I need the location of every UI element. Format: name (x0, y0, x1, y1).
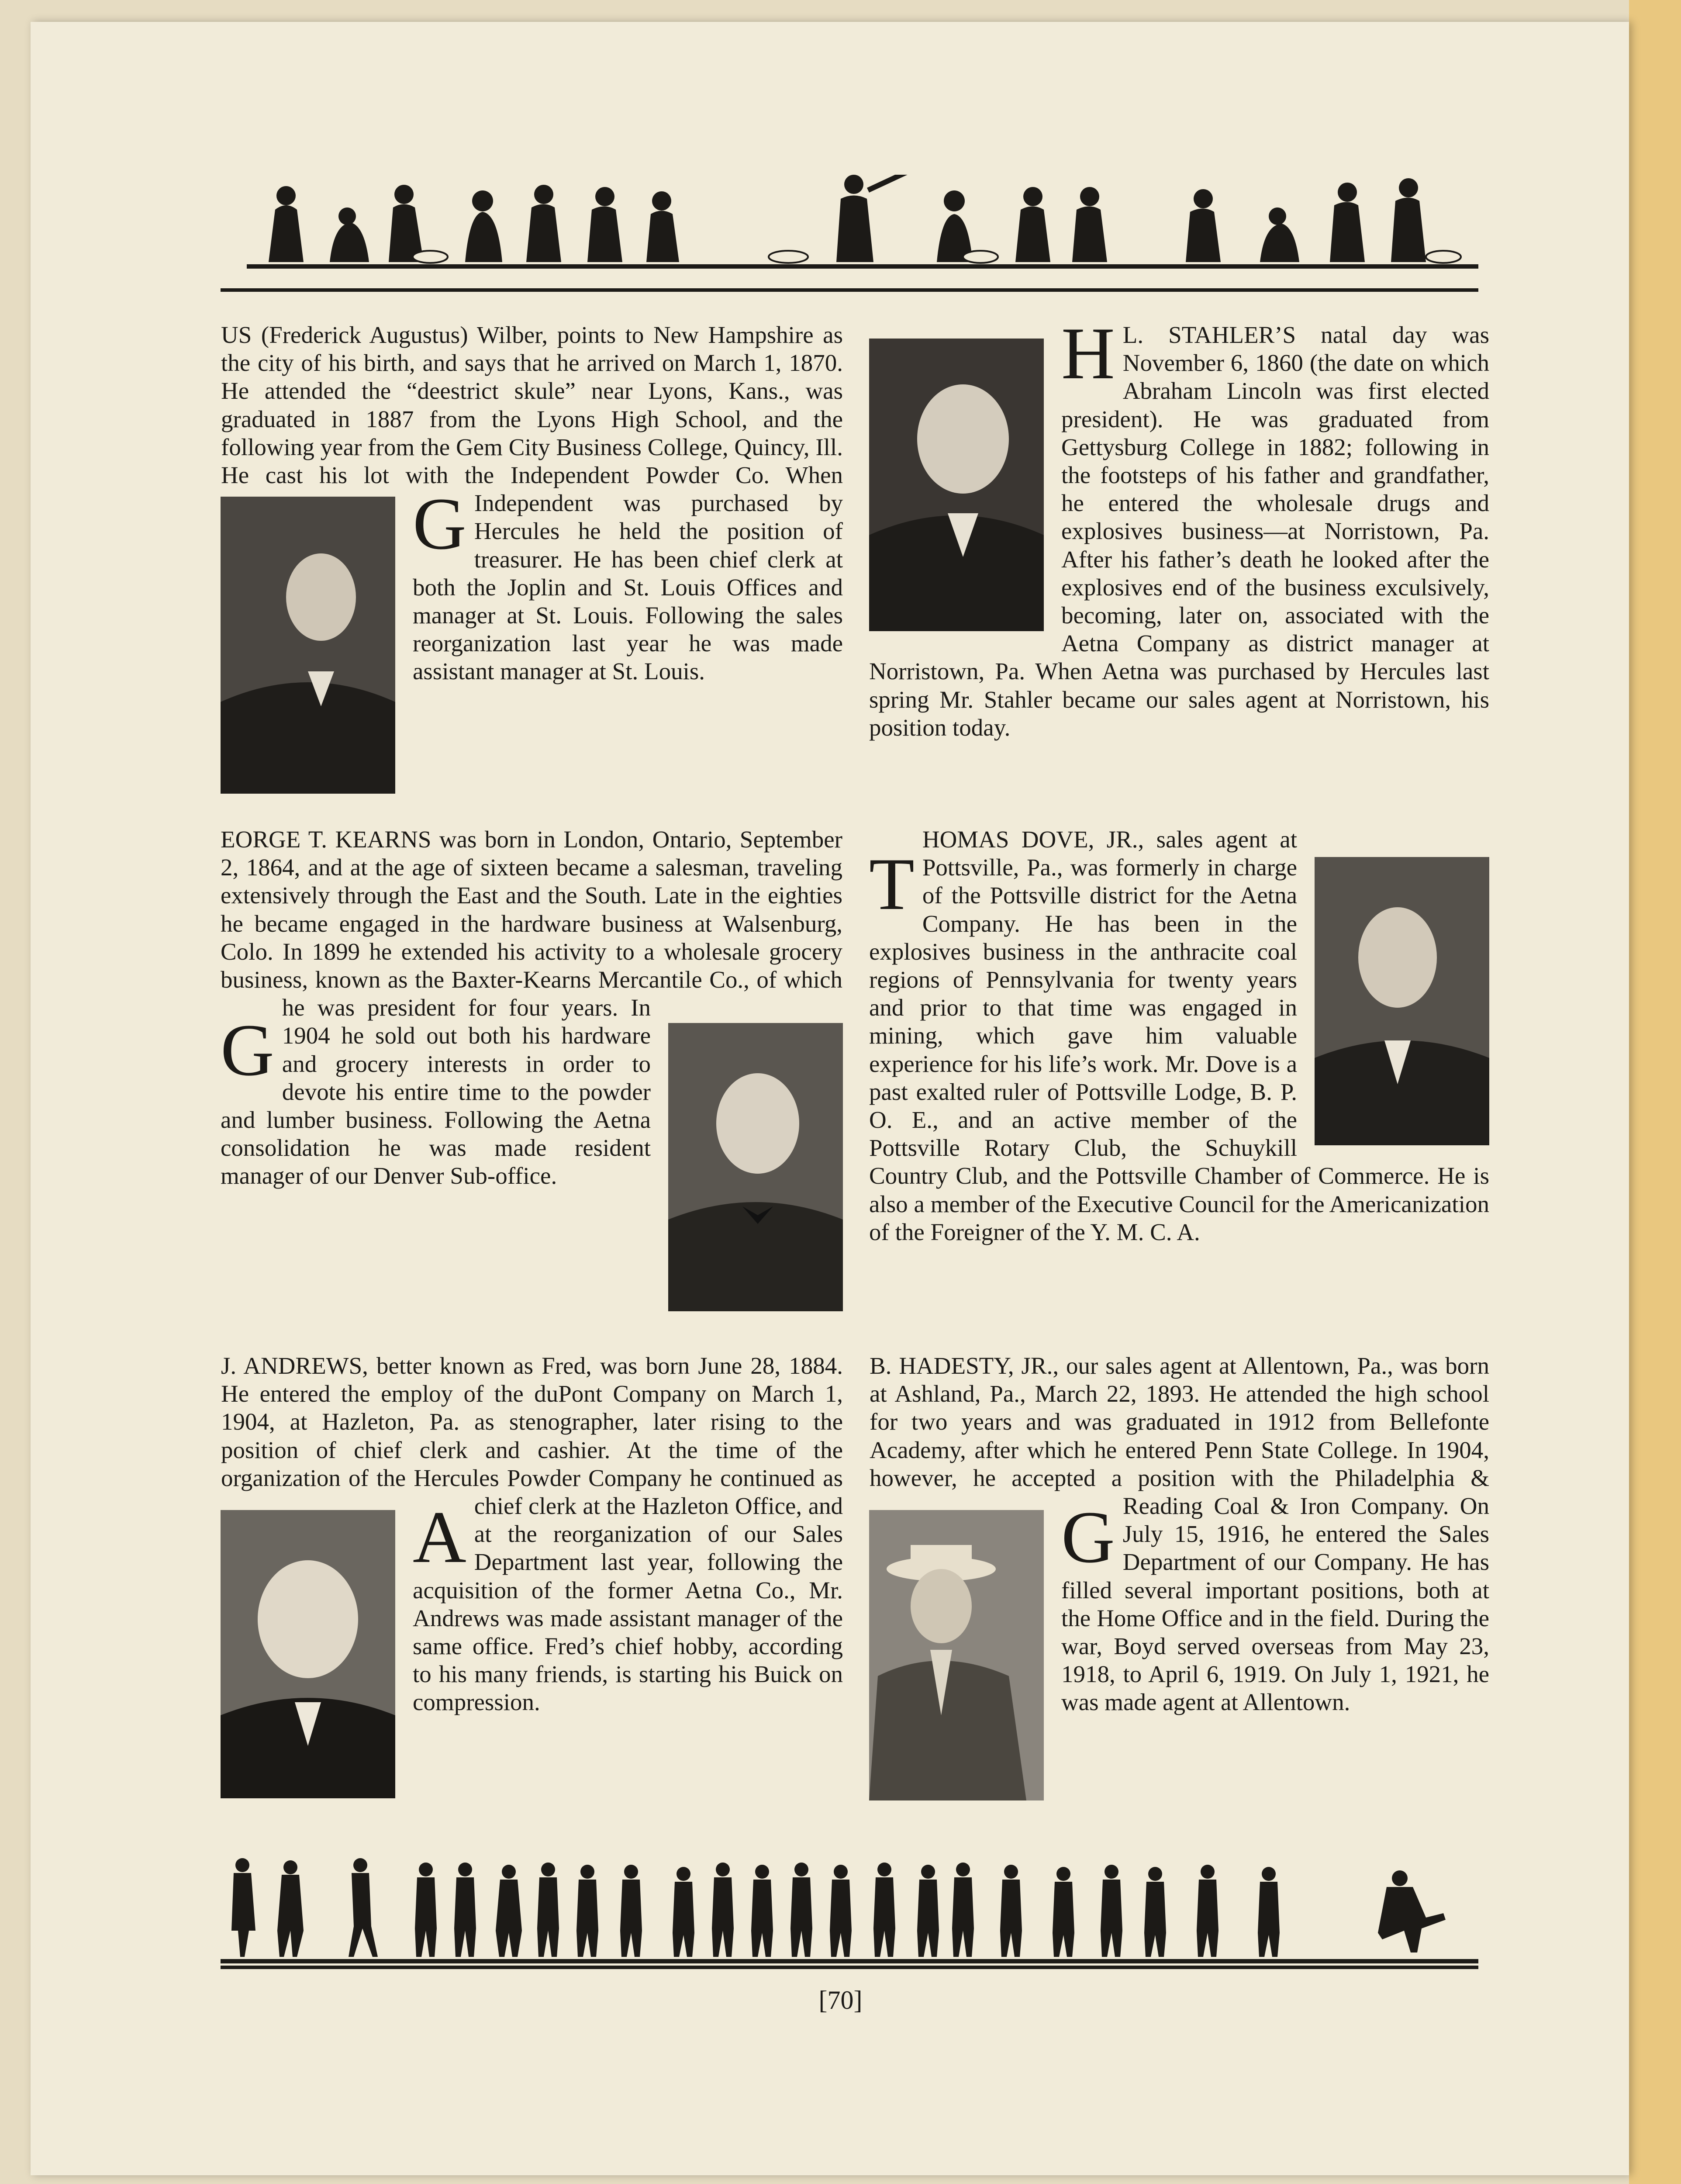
portrait-stahler-icon (869, 339, 1044, 631)
portrait-andrews-icon (221, 1510, 395, 1798)
article-stahler (869, 312, 1489, 742)
portrait-dove (1315, 857, 1489, 1145)
article-hadesty (869, 1352, 1489, 1805)
portrait-kearns-icon (668, 1023, 843, 1311)
banquet-figures-silhouette-icon (221, 175, 1478, 275)
dropcap-kearns: G (221, 1009, 274, 1091)
portrait-dove-icon (1315, 857, 1489, 1145)
article-kearns (221, 826, 843, 1316)
portrait-wilber-icon (221, 497, 395, 794)
header-rule (221, 288, 1478, 292)
text-kearns: EORGE T. KEARNS was born in London, Ontario, September 2, 1864, and at the age of sixteen became a salesman, traveling extensively through the East and the South. Late in the eighties he became engaged in the hardware business at Walsenburg, Colo. In 1899 he extended his activity to a wholesale grocery business, known as the Baxter-Kearns Mercantile Co., of which he was president for four years. In 1904 he sold out both his hardware and grocery interests in order to devote his entire time to the powder and lumber business. Following the Aetna consolidation he was made resident manager of our Denver Sub-office. (221, 826, 842, 1189)
portrait-andrews (221, 1510, 395, 1798)
portrait-stahler (869, 339, 1044, 631)
page-number: [70] (818, 1986, 863, 2015)
footer-frieze (221, 1852, 1478, 1963)
portrait-kearns (668, 1023, 843, 1311)
header-frieze (221, 175, 1478, 275)
walking-figures-silhouette-icon (221, 1852, 1478, 1963)
dropcap-andrews: A (413, 1496, 466, 1578)
dropcap-wilber: G (413, 483, 466, 565)
footer-rule (221, 1966, 1478, 1969)
portrait-hadesty-icon (869, 1510, 1044, 1800)
text-wilber: US (Frederick Augustus) Wilber, points to New Hampshire as the city of his birth, and says that he arrived on March 1, 1870. He attended the “deestrict skule” near Lyons, Kans., was graduated in 1887 from the Lyons High School, and the following year from the Gem City Business College, Quincy, Ill. He cast his lot with the Independent Powder Co. When Independent was purchased by Hercules he held the position of treasurer. He has been chief clerk at both the Joplin and St. Louis Offices and manager at St. Louis. Following the sales reorganization last year he was made assistant manager at St. Louis. (221, 321, 843, 685)
portrait-hadesty (869, 1510, 1044, 1800)
page-edge (1629, 0, 1681, 2184)
text-dove: HOMAS DOVE, JR., sales agent at Pottsville, Pa., was formerly in charge of the Pottsville district for the Aetna Company. He has been in the explosives business in the anthracite coal regions of Pennsylvania for twenty years and prior to that time was engaged in mining, which gave him valuable experience for his life’s work. Mr. Dove is a past exalted ruler of Pottsville Lodge, B. P. O. E., and an active member of the Pottsville Rotary Club, the Schuykill Country Club, and the Pottsville Chamber of Commerce. He is also a member of the Executive Council for the Americanization of the Foreigner of the Y. M. C. A. (869, 826, 1489, 1245)
dropcap-stahler: H (1061, 312, 1115, 394)
dropcap-hadesty: G (1061, 1496, 1115, 1578)
text-andrews: J. ANDREWS, better known as Fred, was born June 28, 1884. He entered the employ of the duPont Company on March 1, 1904, at Hazleton, Pa. as stenographer, later rising to the position of chief clerk and cashier. At the time of the organization of the Hercules Powder Company he continued as chief clerk at the Hazleton Office, and at the reorganization of our Sales Department last year, following the acquisition of the former Aetna Co., Mr. Andrews was made assistant manager of the same office. Fred’s chief hobby, according to his many friends, is starting his Buick on compression. (221, 1352, 843, 1716)
text-stahler: L. STAHLER’S natal day was November 6, 1860 (the date on which Abraham Lincoln was first elected president). He was graduated from Gettysburg College in 1882; following in the footsteps of his father and grandfather, he entered the wholesale drugs and explosives business—at Norristown, Pa. After his father’s death he looked after the explosives end of the business exculsively, becoming, later on, associated with the Aetna Company as district manager at Norristown, Pa. When Aetna was purchased by Hercules last spring Mr. Stahler became our sales agent at Norristown, his position today. (869, 321, 1489, 741)
article-dove (869, 826, 1489, 1246)
article-andrews (221, 1352, 843, 1803)
dropcap-dove: T (869, 843, 915, 925)
article-wilber (221, 321, 843, 798)
portrait-wilber (221, 497, 395, 794)
text-hadesty: B. HADESTY, JR., our sales agent at Allentown, Pa., was born at Ashland, Pa., March 22, 1893. He attended the high school for two years and was graduated in 1912 from Bellefonte Academy, after which he entered Penn State College. In 1904, however, he accepted a position with the Philadelphia & Reading Coal & Iron Company. On July 15, 1916, he entered the Sales Department of our Company. He has filled several important positions, both at the Home Office and in the field. During the war, Boyd served overseas from May 23, 1918, to April 6, 1919. On July 1, 1921, he was made agent at Allentown. (870, 1352, 1489, 1716)
